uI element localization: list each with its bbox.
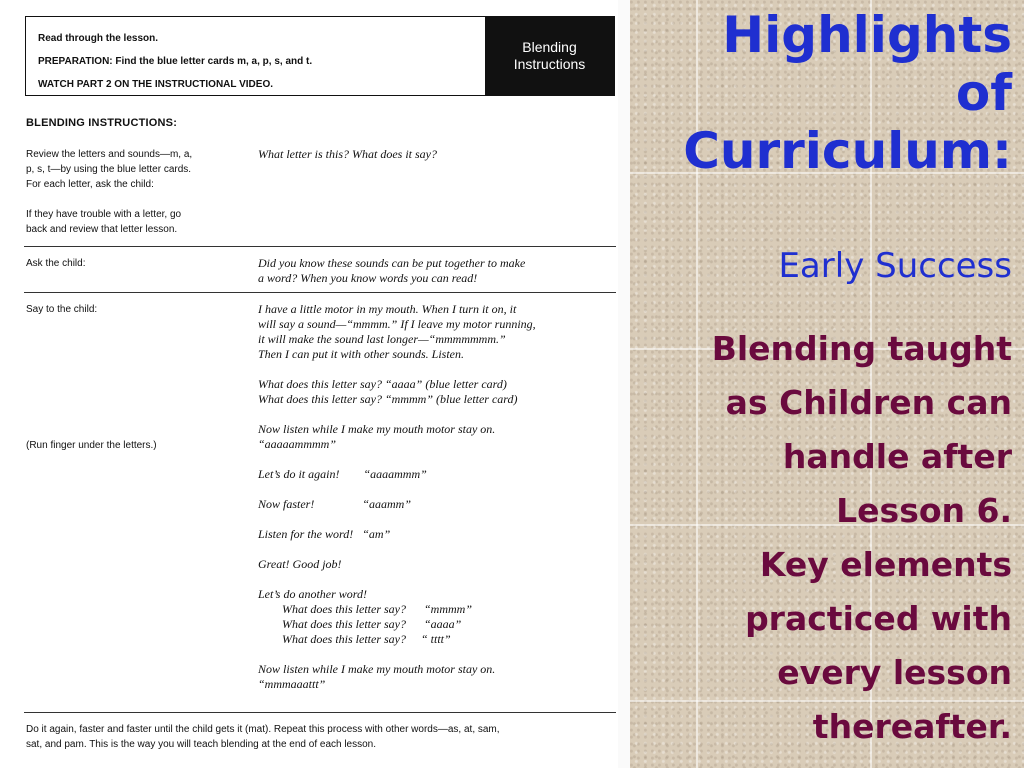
script-line: What does this letter say? “aaaa” (blue letter card)	[258, 377, 507, 391]
body-line: as Children can	[725, 383, 1012, 422]
repeat-instructions	[26, 722, 618, 752]
script-line: will say a sound—“mmmm.” If I leave my motor running,	[258, 317, 536, 331]
divider	[24, 246, 616, 247]
body-line: Key elements	[759, 545, 1012, 584]
review-line: For each letter, ask the child:	[26, 179, 154, 190]
repeat-line: sat, and pam. This is the way you will teach blending at the end of each lesson.	[26, 739, 377, 750]
slide-text-panel	[630, 0, 1024, 768]
script-line: Then I can put it with other sounds. Listen.	[258, 347, 465, 361]
header-line-read: Read through the lesson.	[38, 33, 159, 44]
title-line: Highlights	[722, 6, 1012, 64]
header-line-watch: WATCH PART 2 ON THE INSTRUCTIONAL VIDEO.	[38, 79, 274, 90]
badge-line-2: Instructions	[513, 56, 586, 72]
body-line: every lesson	[777, 653, 1012, 692]
script-line: Great! Good job!	[258, 557, 342, 571]
ask-line: Did you know these sounds can be put together to make	[258, 256, 526, 270]
script-line: Now listen while I make my mouth motor stay on.	[258, 422, 496, 436]
trouble-line: If they have trouble with a letter, go	[26, 209, 182, 220]
trouble-line: back and review that letter lesson.	[26, 224, 178, 235]
lesson-header-box	[25, 16, 615, 96]
title-line: of	[955, 64, 1012, 122]
body-line: Lesson 6.	[836, 491, 1012, 530]
header-instructions	[38, 27, 312, 96]
body-line: thereafter.	[812, 707, 1012, 746]
script-line: What does this letter say? “mmmm” (blue letter card)	[258, 392, 518, 406]
script-line: Let’s do it again! “aaaammm”	[258, 467, 427, 481]
review-line: Review the letters and sounds—m, a,	[26, 149, 193, 160]
script-line: Let’s do another word!	[258, 587, 368, 601]
divider	[24, 292, 616, 293]
slide-body	[642, 322, 1012, 754]
body-line: Blending taught	[711, 329, 1012, 368]
script-line: Now faster! “aaamm”	[258, 497, 412, 511]
script-line: What does this letter say? “aaaa”	[282, 617, 462, 631]
script-line: I have a little motor in my mouth. When I turn it on, it	[258, 302, 517, 316]
script-line: “mmmaaattt”	[258, 677, 326, 691]
review-instructions	[26, 147, 246, 237]
say-label: Say to the child:	[26, 304, 98, 315]
badge-line-1: Blending	[522, 39, 577, 55]
divider	[24, 712, 616, 713]
title-line: Curriculum:	[683, 122, 1012, 180]
blending-instructions-badge	[485, 17, 614, 95]
slide-subtitle: Early Success	[778, 246, 1012, 286]
script-line: “aaaaammmm”	[258, 437, 337, 451]
body-line: practiced with	[745, 599, 1012, 638]
script-line: What does this letter say? “mmmm”	[282, 602, 472, 616]
script-line: Listen for the word! “am”	[258, 527, 391, 541]
review-prompt: What letter is this? What does it say?	[258, 147, 437, 161]
ask-prompt	[258, 256, 618, 286]
script-line: it will make the sound last longer—“mmmmmmm.”	[258, 332, 506, 346]
motor-script	[258, 302, 618, 692]
page-gutter	[618, 0, 630, 768]
ask-label: Ask the child:	[26, 258, 86, 269]
ask-line: a word? When you know words you can read!	[258, 271, 478, 285]
body-line: handle after	[782, 437, 1012, 476]
run-finger-note: (Run finger under the letters.)	[26, 440, 157, 451]
script-line: What does this letter say? “ tttt”	[282, 632, 451, 646]
review-line: p, s, t—by using the blue letter cards.	[26, 164, 192, 175]
header-line-preparation: PREPARATION: Find the blue letter cards m, a, p, s, and t.	[38, 56, 313, 67]
repeat-line: Do it again, faster and faster until the child gets it (mat). Repeat this process with other words—as, at, sam,	[26, 724, 500, 735]
blending-instructions-heading: BLENDING INSTRUCTIONS:	[26, 117, 178, 129]
slide-title	[683, 6, 1012, 180]
script-line: Now listen while I make my mouth motor stay on.	[258, 662, 496, 676]
